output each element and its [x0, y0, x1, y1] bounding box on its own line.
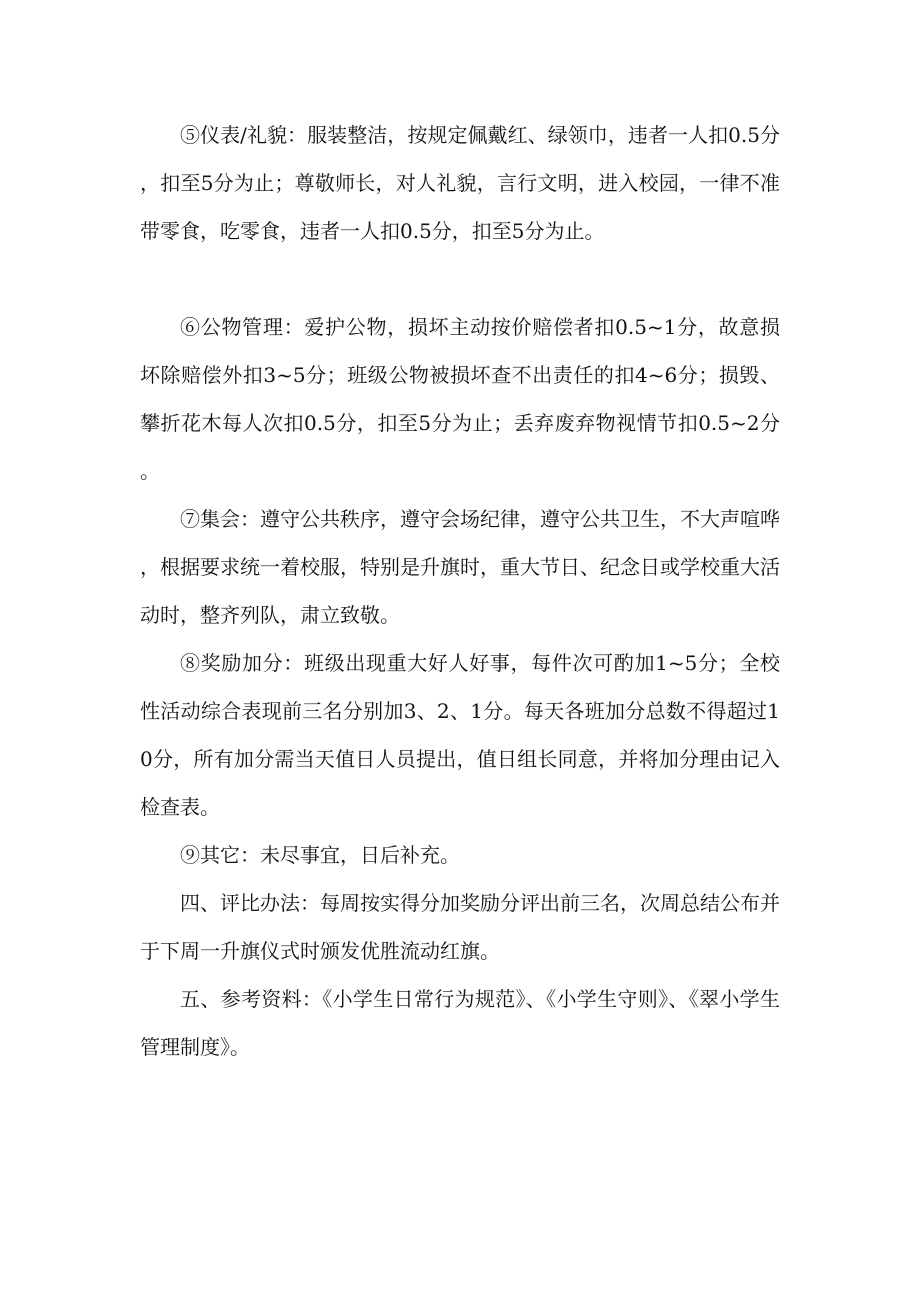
paragraph-other: ⑨其它：未尽事宜，日后补充。: [180, 843, 460, 867]
paragraph-references: 五、参考资料：《小学生日常行为规范》、《小学生守则》、《翠小学生管理制度》。: [140, 987, 780, 1059]
paragraph-etiquette: ⑤仪表/礼貌：服装整洁，按规定佩戴红、绿领巾，违者一人扣0.5分，扣至5分为止；尊敬师长，对人礼貌，言行文明，进入校园，一律不准带零食，吃零食，违者一人扣0.5分，扣至5分为止。: [140, 123, 780, 243]
paragraph-public-property: ⑥公物管理：爱护公物，损坏主动按价赔偿者扣0.5~1分，故意损坏除赔偿外扣3~5分；班级公物被损坏查不出责任的扣4~6分；损毁、攀折花木每人次扣0.5分，扣至5分为止；丢弃废弃物视情节扣0.5~2分。: [140, 315, 780, 483]
paragraph-assembly: ⑦集会：遵守公共秩序，遵守会场纪律，遵守公共卫生，不大声喧哗，根据要求统一着校服，特别是升旗时，重大节日、纪念日或学校重大活动时，整齐列队，肃立致敬。: [140, 507, 780, 627]
paragraph-evaluation-method: 四、评比办法：每周按实得分加奖励分评出前三名，次周总结公布并于下周一升旗仪式时颁发优胜流动红旗。: [140, 891, 780, 963]
document-body: [140, 111, 780, 1071]
paragraph-bonus-points: ⑧奖励加分：班级出现重大好人好事，每件次可酌加1~5分；全校性活动综合表现前三名分别加3、2、1分。每天各班加分总数不得超过10分，所有加分需当天值日人员提出，值日组长同意，并将加分理由记入检查表。: [140, 651, 780, 819]
